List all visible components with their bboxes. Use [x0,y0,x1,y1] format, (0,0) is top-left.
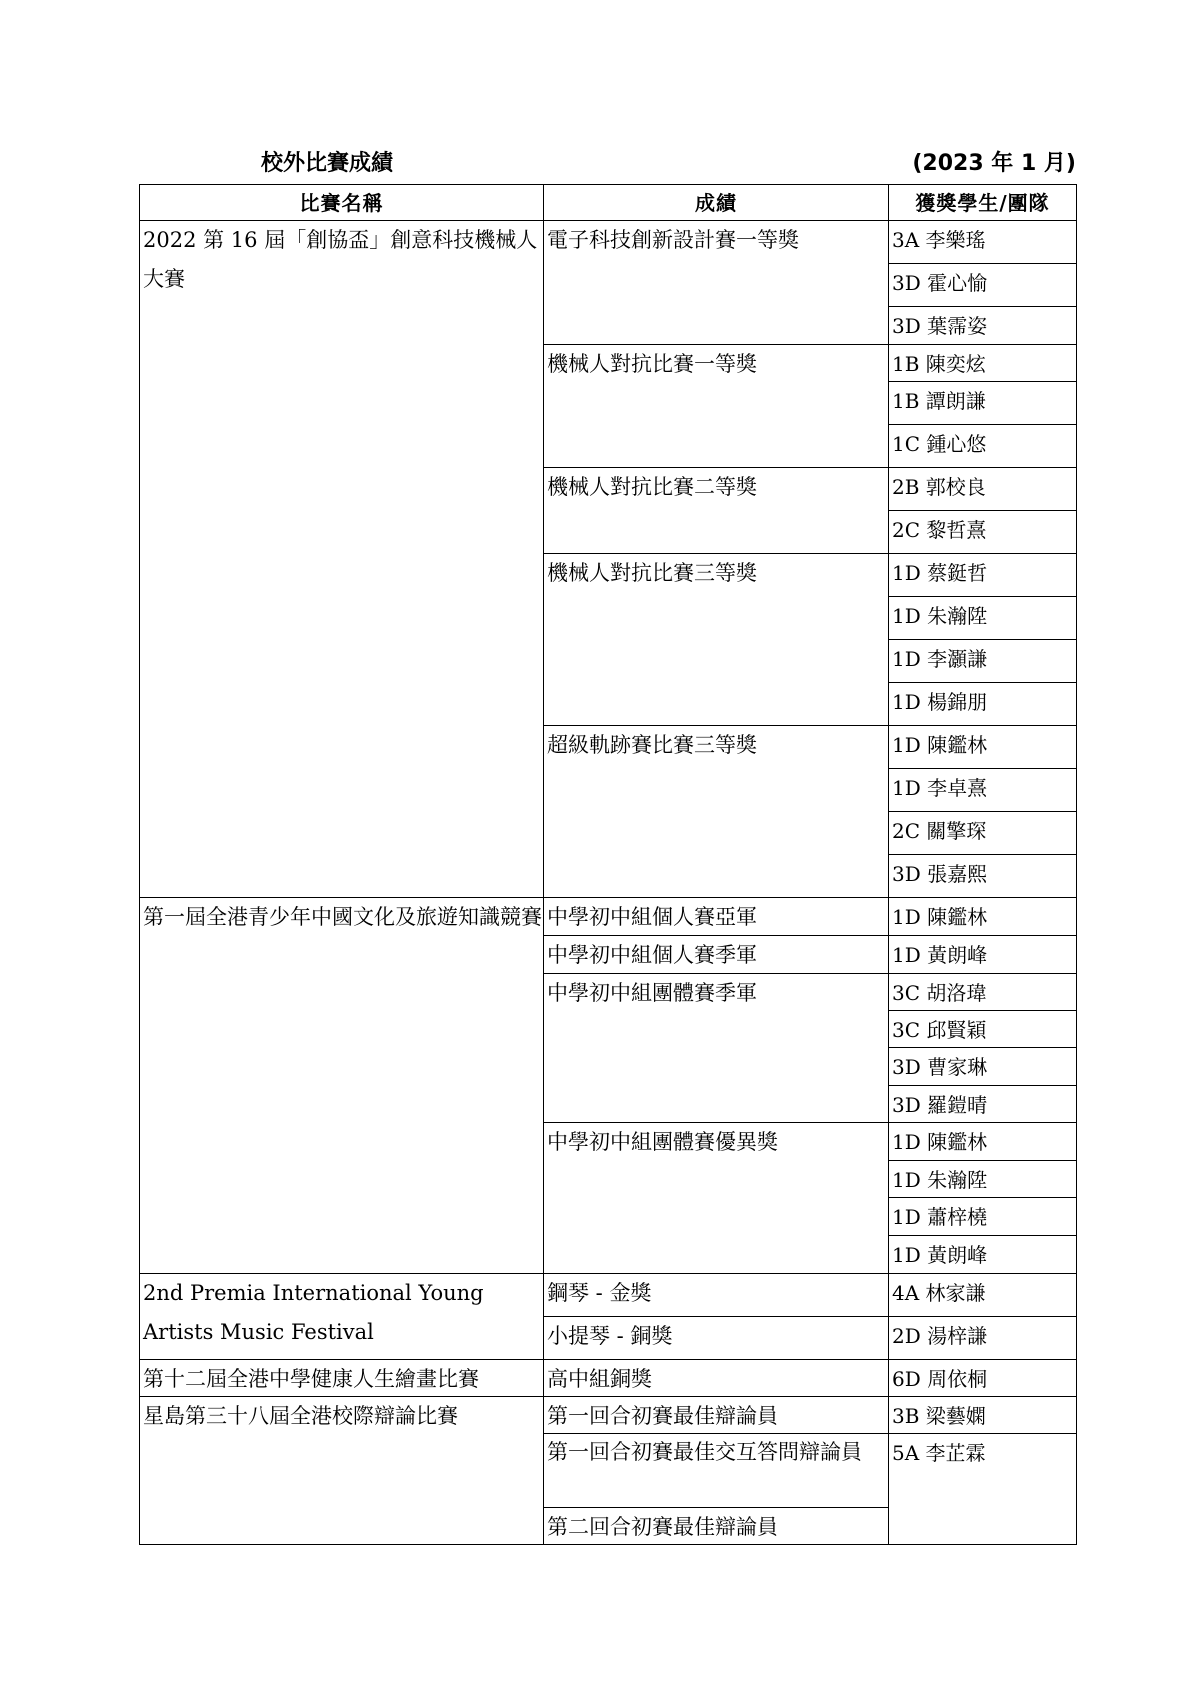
result-cell: 第一回合初賽最佳交互答問辯論員 [543,1433,889,1508]
column-header: 成績 [543,184,889,221]
column-header: 比賽名稱 [139,184,544,221]
result-cell: 中學初中組團體賽季軍 [543,973,889,1123]
student-cell: 3B 梁藝嫻 [888,1396,1077,1434]
result-cell: 鋼琴 - 金獎 [543,1273,889,1317]
result-cell: 第一回合初賽最佳辯論員 [543,1396,889,1434]
result-cell: 中學初中組個人賽亞軍 [543,897,889,936]
student-cell: 6D 周依桐 [888,1359,1077,1397]
student-cell: 2C 黎哲熹 [888,510,1077,554]
results-table [139,184,1076,1546]
result-cell: 中學初中組團體賽優異獎 [543,1122,889,1274]
competition-name: 2022 第 16 屆「創協盃」創意科技機械人大賽 [139,220,544,898]
student-cell: 2B 郭校良 [888,467,1077,511]
student-cell: 1D 蔡鋌哲 [888,553,1077,597]
student-cell: 3D 霍心愉 [888,263,1077,307]
result-cell: 電子科技創新設計賽一等獎 [543,220,889,345]
student-cell: 1D 陳鑑林 [888,897,1077,936]
result-cell: 超級軌跡賽比賽三等獎 [543,725,889,898]
result-cell: 機械人對抗比賽三等獎 [543,553,889,726]
student-cell: 3D 葉霈姿 [888,306,1077,345]
result-cell: 第二回合初賽最佳辯論員 [543,1507,889,1545]
student-cell: 1C 鍾心悠 [888,424,1077,468]
student-cell: 1D 陳鑑林 [888,1122,1077,1161]
column-header: 獲獎學生/團隊 [888,184,1077,221]
student-cell: 3C 胡洛瑋 [888,973,1077,1011]
student-cell: 2C 關擎琛 [888,811,1077,855]
competition-name: 第十二屆全港中學健康人生繪畫比賽 [139,1359,544,1397]
student-cell: 1D 李灝謙 [888,639,1077,683]
page-header [139,142,1076,178]
competition-name: 星島第三十八屆全港校際辯論比賽 [139,1396,544,1545]
student-cell: 1B 陳奕炫 [888,344,1077,382]
result-cell: 機械人對抗比賽二等獎 [543,467,889,554]
student-cell: 1D 李卓熹 [888,768,1077,812]
result-cell: 中學初中組個人賽季軍 [543,935,889,974]
document-date: (2023 年 1 月) [912,151,1076,176]
student-cell: 1D 蕭梓橈 [888,1197,1077,1236]
student-cell: 3C 邱賢穎 [888,1010,1077,1048]
student-cell: 2D 湯梓謙 [888,1316,1077,1360]
student-cell: 1D 陳鑑林 [888,725,1077,769]
student-cell: 1D 黃朗峰 [888,1235,1077,1274]
document-title: 校外比賽成績 [261,151,394,176]
student-cell: 1D 楊錦朋 [888,682,1077,726]
student-cell: 3A 李樂瑤 [888,220,1077,264]
student-cell: 3D 張嘉熙 [888,854,1077,898]
student-cell: 1D 朱瀚陞 [888,1160,1077,1198]
student-cell: 1D 朱瀚陞 [888,596,1077,640]
student-cell: 4A 林家謙 [888,1273,1077,1317]
student-cell: 3D 羅鎧晴 [888,1085,1077,1123]
student-cell: 5A 李芷霖 [888,1433,1077,1545]
result-cell: 機械人對抗比賽一等獎 [543,344,889,468]
result-cell: 小提琴 - 銅獎 [543,1316,889,1360]
student-cell: 1B 譚朗謙 [888,381,1077,425]
student-cell: 1D 黃朗峰 [888,935,1077,974]
student-cell: 3D 曹家琳 [888,1047,1077,1086]
result-cell: 高中組銅獎 [543,1359,889,1397]
competition-name: 第一屆全港青少年中國文化及旅遊知識競賽 [139,897,544,1274]
competition-name: 2nd Premia International Young Artists Music Festival [139,1273,544,1360]
